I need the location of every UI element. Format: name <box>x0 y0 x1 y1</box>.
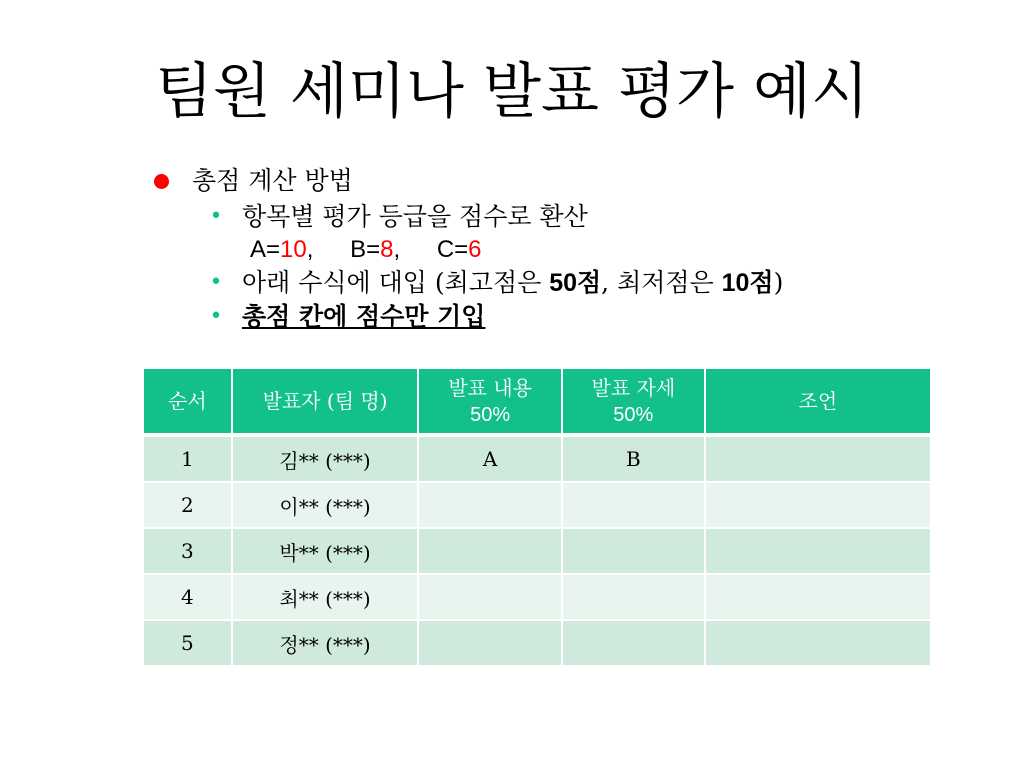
table-row <box>143 620 931 666</box>
grade-a-value: 10 <box>280 236 307 263</box>
header-advice: 조언 <box>705 368 931 435</box>
formula-text-part3: ) <box>773 268 784 297</box>
header-order: 순서 <box>143 368 232 435</box>
formula-text-part2: , 최저점은 <box>601 268 722 297</box>
evaluation-table <box>142 367 932 667</box>
table-header-row <box>143 368 931 435</box>
cell-presenter: 박** (***) <box>232 528 419 574</box>
bullet-total-score-method <box>150 162 910 200</box>
max-score: 50점 <box>549 269 602 297</box>
sub-bullet-text: 항목별 평가 등급을 점수로 환산 <box>242 202 588 231</box>
cell-order: 1 <box>143 435 232 482</box>
table-row <box>143 435 931 482</box>
min-score: 10점 <box>721 269 774 297</box>
cell-order: 5 <box>143 620 232 666</box>
slide-title: 팀원 세미나 발표 평가 예시 <box>155 57 869 127</box>
cell-order: 4 <box>143 574 232 620</box>
sub-bullet-grade-conversion <box>150 200 910 234</box>
grade-values <box>150 234 910 266</box>
table-row <box>143 528 931 574</box>
cell-content[interactable]: A <box>418 435 562 482</box>
cell-attitude[interactable]: B <box>562 435 705 482</box>
bullet-text: 총점 계산 방법 <box>192 166 353 195</box>
green-bullet-icon: • <box>209 204 223 229</box>
instruction-text: 총점 칸에 점수만 기입 <box>242 302 486 331</box>
header-attitude: 발표 자세 50% <box>562 368 705 435</box>
cell-content[interactable] <box>418 528 562 574</box>
cell-advice[interactable] <box>705 574 931 620</box>
cell-content[interactable] <box>418 574 562 620</box>
cell-advice[interactable] <box>705 620 931 666</box>
cell-advice[interactable] <box>705 528 931 574</box>
green-bullet-icon: • <box>209 304 223 329</box>
cell-order: 3 <box>143 528 232 574</box>
red-bullet-icon <box>154 174 169 189</box>
sub-bullet-instruction <box>150 300 910 334</box>
grade-b: B=8, <box>350 236 401 263</box>
bullet-list <box>150 162 910 334</box>
cell-content[interactable] <box>418 620 562 666</box>
cell-order: 2 <box>143 482 232 528</box>
cell-attitude[interactable] <box>562 574 705 620</box>
cell-attitude[interactable] <box>562 528 705 574</box>
header-presenter: 발표자 (팀 명) <box>232 368 419 435</box>
cell-content[interactable] <box>418 482 562 528</box>
grade-a: A=10, <box>250 236 314 263</box>
cell-presenter: 정** (***) <box>232 620 419 666</box>
table-row <box>143 574 931 620</box>
cell-attitude[interactable] <box>562 482 705 528</box>
cell-attitude[interactable] <box>562 620 705 666</box>
grade-b-value: 8 <box>380 236 394 263</box>
cell-presenter: 김** (***) <box>232 435 419 482</box>
header-content: 발표 내용 50% <box>418 368 562 435</box>
green-bullet-icon: • <box>209 270 223 295</box>
grade-c: C=6 <box>436 236 482 263</box>
cell-presenter: 최** (***) <box>232 574 419 620</box>
table-row <box>143 482 931 528</box>
sub-bullet-formula <box>150 266 910 300</box>
cell-advice[interactable] <box>705 482 931 528</box>
grade-c-value: 6 <box>468 236 482 263</box>
cell-presenter: 이** (***) <box>232 482 419 528</box>
cell-advice[interactable] <box>705 435 931 482</box>
formula-text-part1: 아래 수식에 대입 (최고점은 <box>242 268 550 297</box>
